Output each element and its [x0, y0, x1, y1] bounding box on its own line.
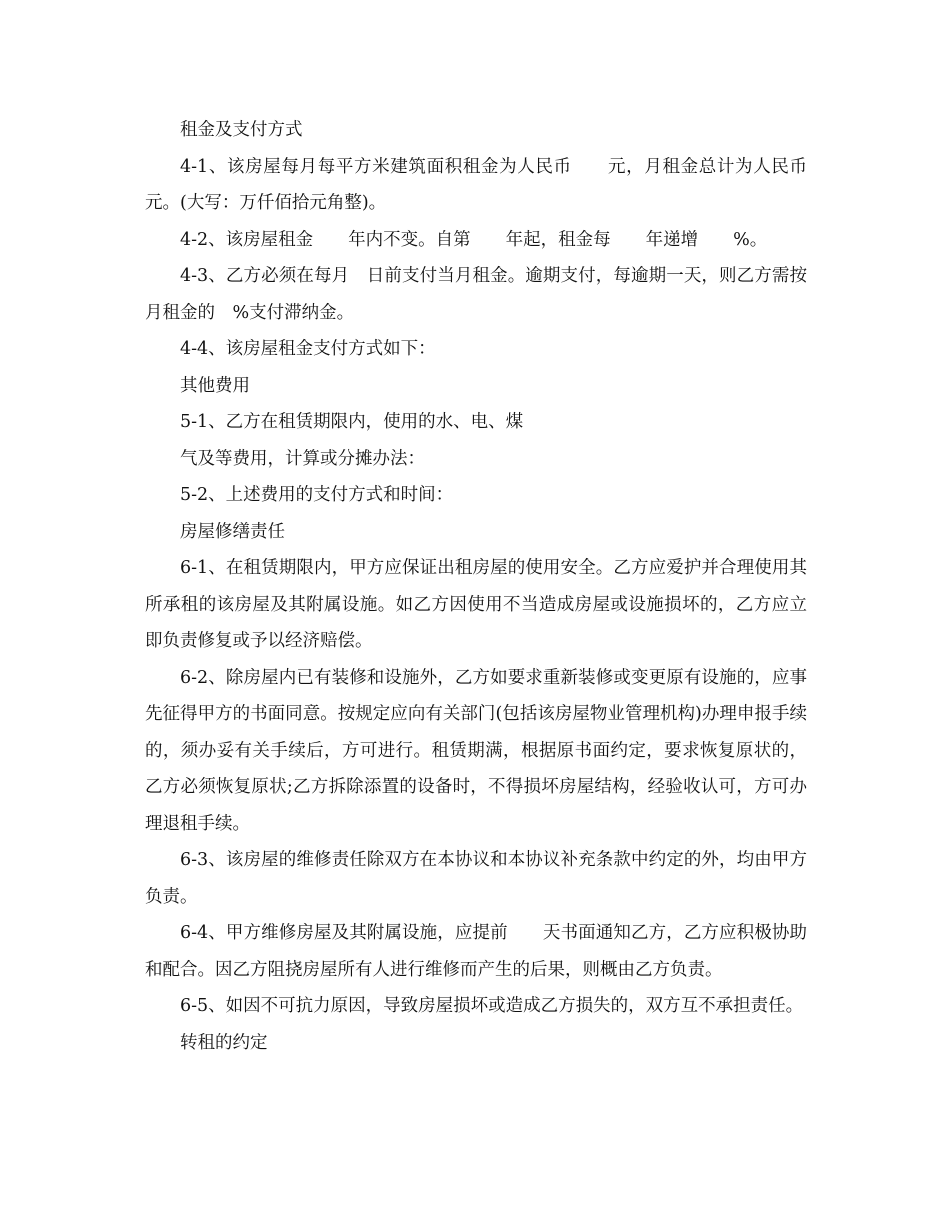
clause-5-1-continued: 气及等费用，计算或分摊办法： — [180, 448, 425, 469]
clause-6-3: 6-3、该房屋的维修责任除双方在本协议和本协议补充条款中约定的外，均由甲方负责。 — [145, 850, 807, 907]
clause-6-1: 6-1、在租赁期限内，甲方应保证出租房屋的使用安全。乙方应爱护并合理使用其所承租的该房屋及其附属设施。如乙方因使用不当造成房屋或设施损坏的，乙方应立即负责修复或予以经济赔偿。 — [145, 558, 807, 651]
document-page — [145, 112, 825, 1061]
clause-6-2: 6-2、除房屋内已有装修和设施外，乙方如要求重新装修或变更原有设施的，应事先征得甲方的书面同意。按规定应向有关部门(包括该房屋物业管理机构)办理申报手续的，须办妥有关手续后，方可进行。租赁期满，根据原书面约定，要求恢复原状的，乙方必须恢复原状;乙方拆除添置的设备时，不得损坏房屋结构，经验收认可，方可办理退租手续。 — [145, 667, 807, 834]
clause-5-2: 5-2、上述费用的支付方式和时间： — [180, 485, 454, 505]
section-heading-repair-responsibility: 房屋修缮责任 — [180, 521, 285, 542]
clause-4-2: 4-2、该房屋租金 年内不变。自第 年起，租金每 年递增 %。 — [180, 229, 768, 250]
section-heading-other-fees: 其他费用 — [180, 375, 250, 396]
clause-4-3: 4-3、乙方必须在每月 日前支付当月租金。逾期支付，每逾期一天，则乙方需按月租金的 %支付滞纳金。 — [145, 266, 807, 323]
clause-4-4: 4-4、该房屋租金支付方式如下： — [180, 339, 436, 359]
clause-4-1: 4-1、该房屋每月每平方米建筑面积租金为人民币 元，月租金总计为人民币 元。(大写：万仟佰拾元角整)。 — [145, 156, 825, 213]
section-heading-rent-payment: 租金及支付方式 — [180, 120, 303, 140]
clause-6-4: 6-4、甲方维修房屋及其附属设施，应提前 天书面通知乙方，乙方应积极协助和配合。因乙方阻挠房屋所有人进行维修而产生的后果，则概由乙方负责。 — [145, 923, 807, 980]
clause-6-5: 6-5、如因不可抗力原因，导致房屋损坏或造成乙方损失的，双方互不承担责任。 — [180, 996, 804, 1016]
clause-5-1: 5-1、乙方在租赁期限内，使用的水、电、煤 — [180, 412, 524, 432]
section-heading-sublease: 转租的约定 — [180, 1032, 268, 1053]
